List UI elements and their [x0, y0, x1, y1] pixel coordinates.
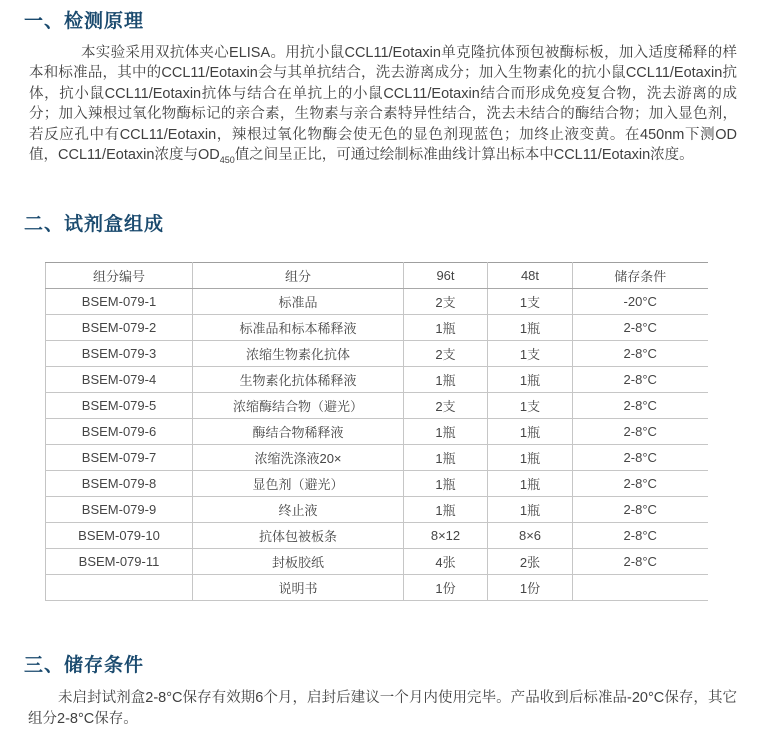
storage-paragraph: 未启封试剂盒2-8°C保存有效期6个月，启封后建议一个月内使用完毕。产品收到后标准品-20°C保存，其它组分2-8°C保存。	[28, 690, 737, 727]
cell-component-id: BSEM-079-7	[46, 445, 193, 471]
cell-component-id: BSEM-079-8	[46, 471, 193, 497]
table-row	[46, 497, 708, 523]
table-row	[46, 289, 708, 315]
table-row	[46, 419, 708, 445]
cell-48t: 1支	[488, 393, 573, 419]
column-header-storage: 储存条件	[573, 263, 708, 289]
cell-component-id: BSEM-079-9	[46, 497, 193, 523]
cell-component: 标准品	[193, 289, 404, 315]
cell-48t: 1瓶	[488, 367, 573, 393]
cell-component-id: BSEM-079-10	[46, 523, 193, 549]
section-heading-principle: 一、检测原理	[24, 11, 145, 32]
cell-96t: 8×12	[404, 523, 488, 549]
cell-component: 浓缩酶结合物（避光）	[193, 393, 404, 419]
cell-component: 生物素化抗体稀释液	[193, 367, 404, 393]
cell-component-id: BSEM-079-11	[46, 549, 193, 575]
table-row	[46, 575, 708, 601]
cell-component-id	[46, 575, 193, 601]
cell-component: 抗体包被板条	[193, 523, 404, 549]
cell-storage	[573, 575, 708, 601]
cell-48t: 1瓶	[488, 471, 573, 497]
cell-96t: 1瓶	[404, 445, 488, 471]
cell-component: 标准品和标本稀释液	[193, 315, 404, 341]
table-row	[46, 549, 708, 575]
table-row	[46, 341, 708, 367]
cell-96t: 1瓶	[404, 367, 488, 393]
cell-storage: 2-8°C	[573, 419, 708, 445]
cell-component-id: BSEM-079-1	[46, 289, 193, 315]
cell-component-id: BSEM-079-5	[46, 393, 193, 419]
principle-text-before-subscript: 本实验采用双抗体夹心ELISA。用抗小鼠CCL11/Eotaxin单克隆抗体预包被酶标板，加入适度稀释的样本和标准品，其中的CCL11/Eotaxin会与其单抗结合，洗去游离成分；加入生物素化的抗小鼠CCL11/Eotaxin抗体，抗小鼠CCL11/Eotaxin抗体与结合在单抗上的小鼠CCL11/Eotaxin结合而形成免疫复合物，洗去游离的成分；加入辣根过氧化物酶标记的亲合素，生物素与亲合素特异性结合，洗去未结合的酶结合物；加入显色剂，若反应孔中有CCL11/Eotaxin，辣根过氧化物酶会使无色的显色剂现蓝色；加终止液变黄。在450nm下测OD值，CCL11/Eotaxin浓度与OD	[29, 45, 737, 164]
cell-component: 浓缩洗涤液20×	[193, 445, 404, 471]
cell-component: 显色剂（避光）	[193, 471, 404, 497]
kit-components-table	[45, 262, 708, 601]
cell-storage: 2-8°C	[573, 445, 708, 471]
cell-component: 封板胶纸	[193, 549, 404, 575]
cell-storage: 2-8°C	[573, 523, 708, 549]
principle-paragraph	[29, 43, 737, 165]
cell-component-id: BSEM-079-4	[46, 367, 193, 393]
cell-96t: 2支	[404, 393, 488, 419]
cell-48t: 1支	[488, 289, 573, 315]
table-row	[46, 445, 708, 471]
cell-96t: 1份	[404, 575, 488, 601]
cell-48t: 1支	[488, 341, 573, 367]
section-heading-kit-components: 二、试剂盒组成	[24, 214, 165, 235]
cell-component-id: BSEM-079-2	[46, 315, 193, 341]
cell-96t: 4张	[404, 549, 488, 575]
table-row	[46, 315, 708, 341]
table-row	[46, 523, 708, 549]
cell-storage: 2-8°C	[573, 315, 708, 341]
cell-component: 浓缩生物素化抗体	[193, 341, 404, 367]
cell-48t: 1瓶	[488, 419, 573, 445]
cell-96t: 1瓶	[404, 419, 488, 445]
cell-storage: 2-8°C	[573, 367, 708, 393]
cell-96t: 1瓶	[404, 315, 488, 341]
section-heading-storage: 三、储存条件	[24, 655, 145, 676]
cell-48t: 2张	[488, 549, 573, 575]
cell-storage: -20°C	[573, 289, 708, 315]
cell-storage: 2-8°C	[573, 497, 708, 523]
table-row	[46, 471, 708, 497]
cell-48t: 1瓶	[488, 445, 573, 471]
cell-96t: 2支	[404, 289, 488, 315]
cell-48t: 1瓶	[488, 315, 573, 341]
cell-component-id: BSEM-079-3	[46, 341, 193, 367]
table-header-row	[46, 263, 708, 289]
cell-storage: 2-8°C	[573, 341, 708, 367]
cell-96t: 1瓶	[404, 497, 488, 523]
column-header-48t: 48t	[488, 263, 573, 289]
table-row	[46, 393, 708, 419]
cell-96t: 2支	[404, 341, 488, 367]
column-header-component-id: 组分编号	[46, 263, 193, 289]
table-row	[46, 367, 708, 393]
cell-component: 终止液	[193, 497, 404, 523]
cell-storage: 2-8°C	[573, 549, 708, 575]
cell-storage: 2-8°C	[573, 471, 708, 497]
column-header-96t: 96t	[404, 263, 488, 289]
cell-component: 说明书	[193, 575, 404, 601]
column-header-component: 组分	[193, 263, 404, 289]
cell-component-id: BSEM-079-6	[46, 419, 193, 445]
od450-subscript: 450	[219, 154, 235, 165]
cell-storage: 2-8°C	[573, 393, 708, 419]
cell-96t: 1瓶	[404, 471, 488, 497]
cell-48t: 8×6	[488, 523, 573, 549]
cell-48t: 1份	[488, 575, 573, 601]
cell-48t: 1瓶	[488, 497, 573, 523]
principle-text-after-subscript: 值之间呈正比，可通过绘制标准曲线计算出标本中CCL11/Eotaxin浓度。	[234, 147, 694, 164]
cell-component: 酶结合物稀释液	[193, 419, 404, 445]
